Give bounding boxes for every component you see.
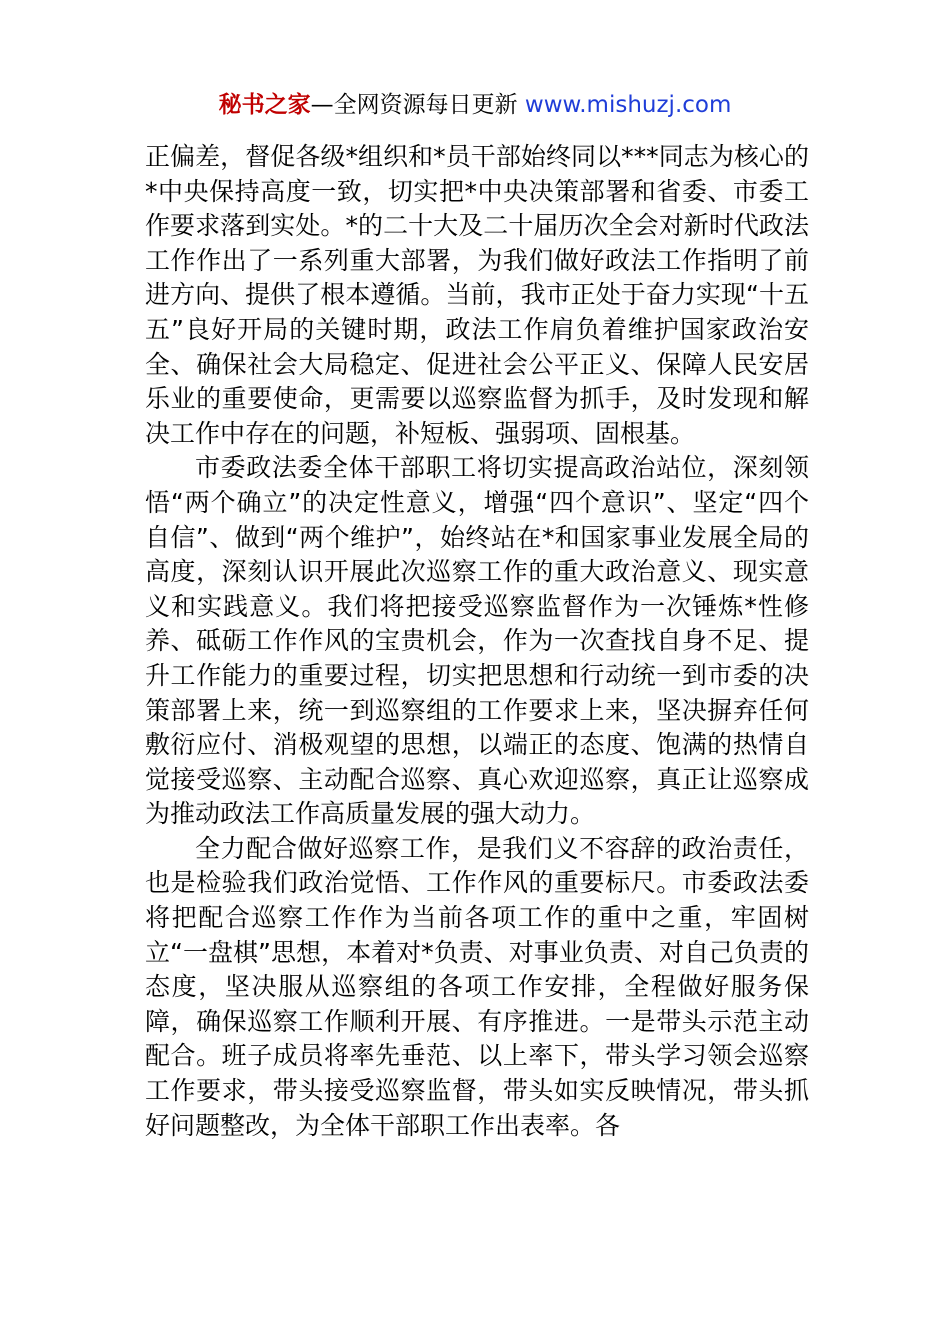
header-tagline: —全网资源每日更新 xyxy=(310,92,518,118)
paragraph: 全力配合做好巡察工作，是我们义不容辞的政治责任，也是检验我们政治觉悟、工作作风的重要标尺。市委政法委将把配合巡察工作作为当前各项工作的重中之重，牢固树立“一盘棋”思想，本着对*负责、对事业负责、对自己负责的态度，坚决服从巡察组的各项工作安排，全程做好服务保障，确保巡察工作顺利开展、有序推进。一是带头示范主动配合。班子成员将率先垂范、以上率下，带头学习领会巡察工作要求，带头接受巡察监督，带头如实反映情况，带头抓好问题整改，为全体干部职工作出表率。各 xyxy=(145,833,809,1140)
paragraph: 市委政法委全体干部职工将切实提高政治站位，深刻领悟“两个确立”的决定性意义，增强“四个意识”、坚定“四个自信”、做到“两个维护”，始终站在*和国家事业发展全局的高度，深刻认识开展此次巡察工作的重大政治意义、现实意义和实践意义。我们将把接受巡察监督作为一次锤炼*性修养、砥砺工作作风的宝贵机会，作为一次查找自身不足、提升工作能力的重要过程，切实把思想和行动统一到市委的决策部署上来，统一到巡察组的工作要求上来，坚决摒弃任何敷衍应付、消极观望的思想，以端正的态度、饱满的热情自觉接受巡察、主动配合巡察、真心欢迎巡察，真正让巡察成为推动政法工作高质量发展的强大动力。 xyxy=(145,453,809,829)
site-url-link[interactable]: www.mishuzj.com xyxy=(524,92,732,118)
document-body xyxy=(145,140,809,1143)
page-header xyxy=(0,88,950,122)
site-brand: 秘书之家 xyxy=(218,92,311,118)
paragraph-continued: 正偏差，督促各级*组织和*员干部始终同以***同志为核心的*中央保持高度一致，切实把*中央决策部署和省委、市委工作要求落到实处。*的二十大及二十届历次全会对新时代政法工作作出了一系列重大部署，为我们做好政法工作指明了前进方向、提供了根本遵循。当前，我市正处于奋力实现“十五五”良好开局的关键时期，政法工作肩负着维护国家政治安全、确保社会大局稳定、促进社会公平正义、保障人民安居乐业的重要使命，更需要以巡察监督为抓手，及时发现和解决工作中存在的问题，补短板、强弱项、固根基。 xyxy=(145,142,809,448)
